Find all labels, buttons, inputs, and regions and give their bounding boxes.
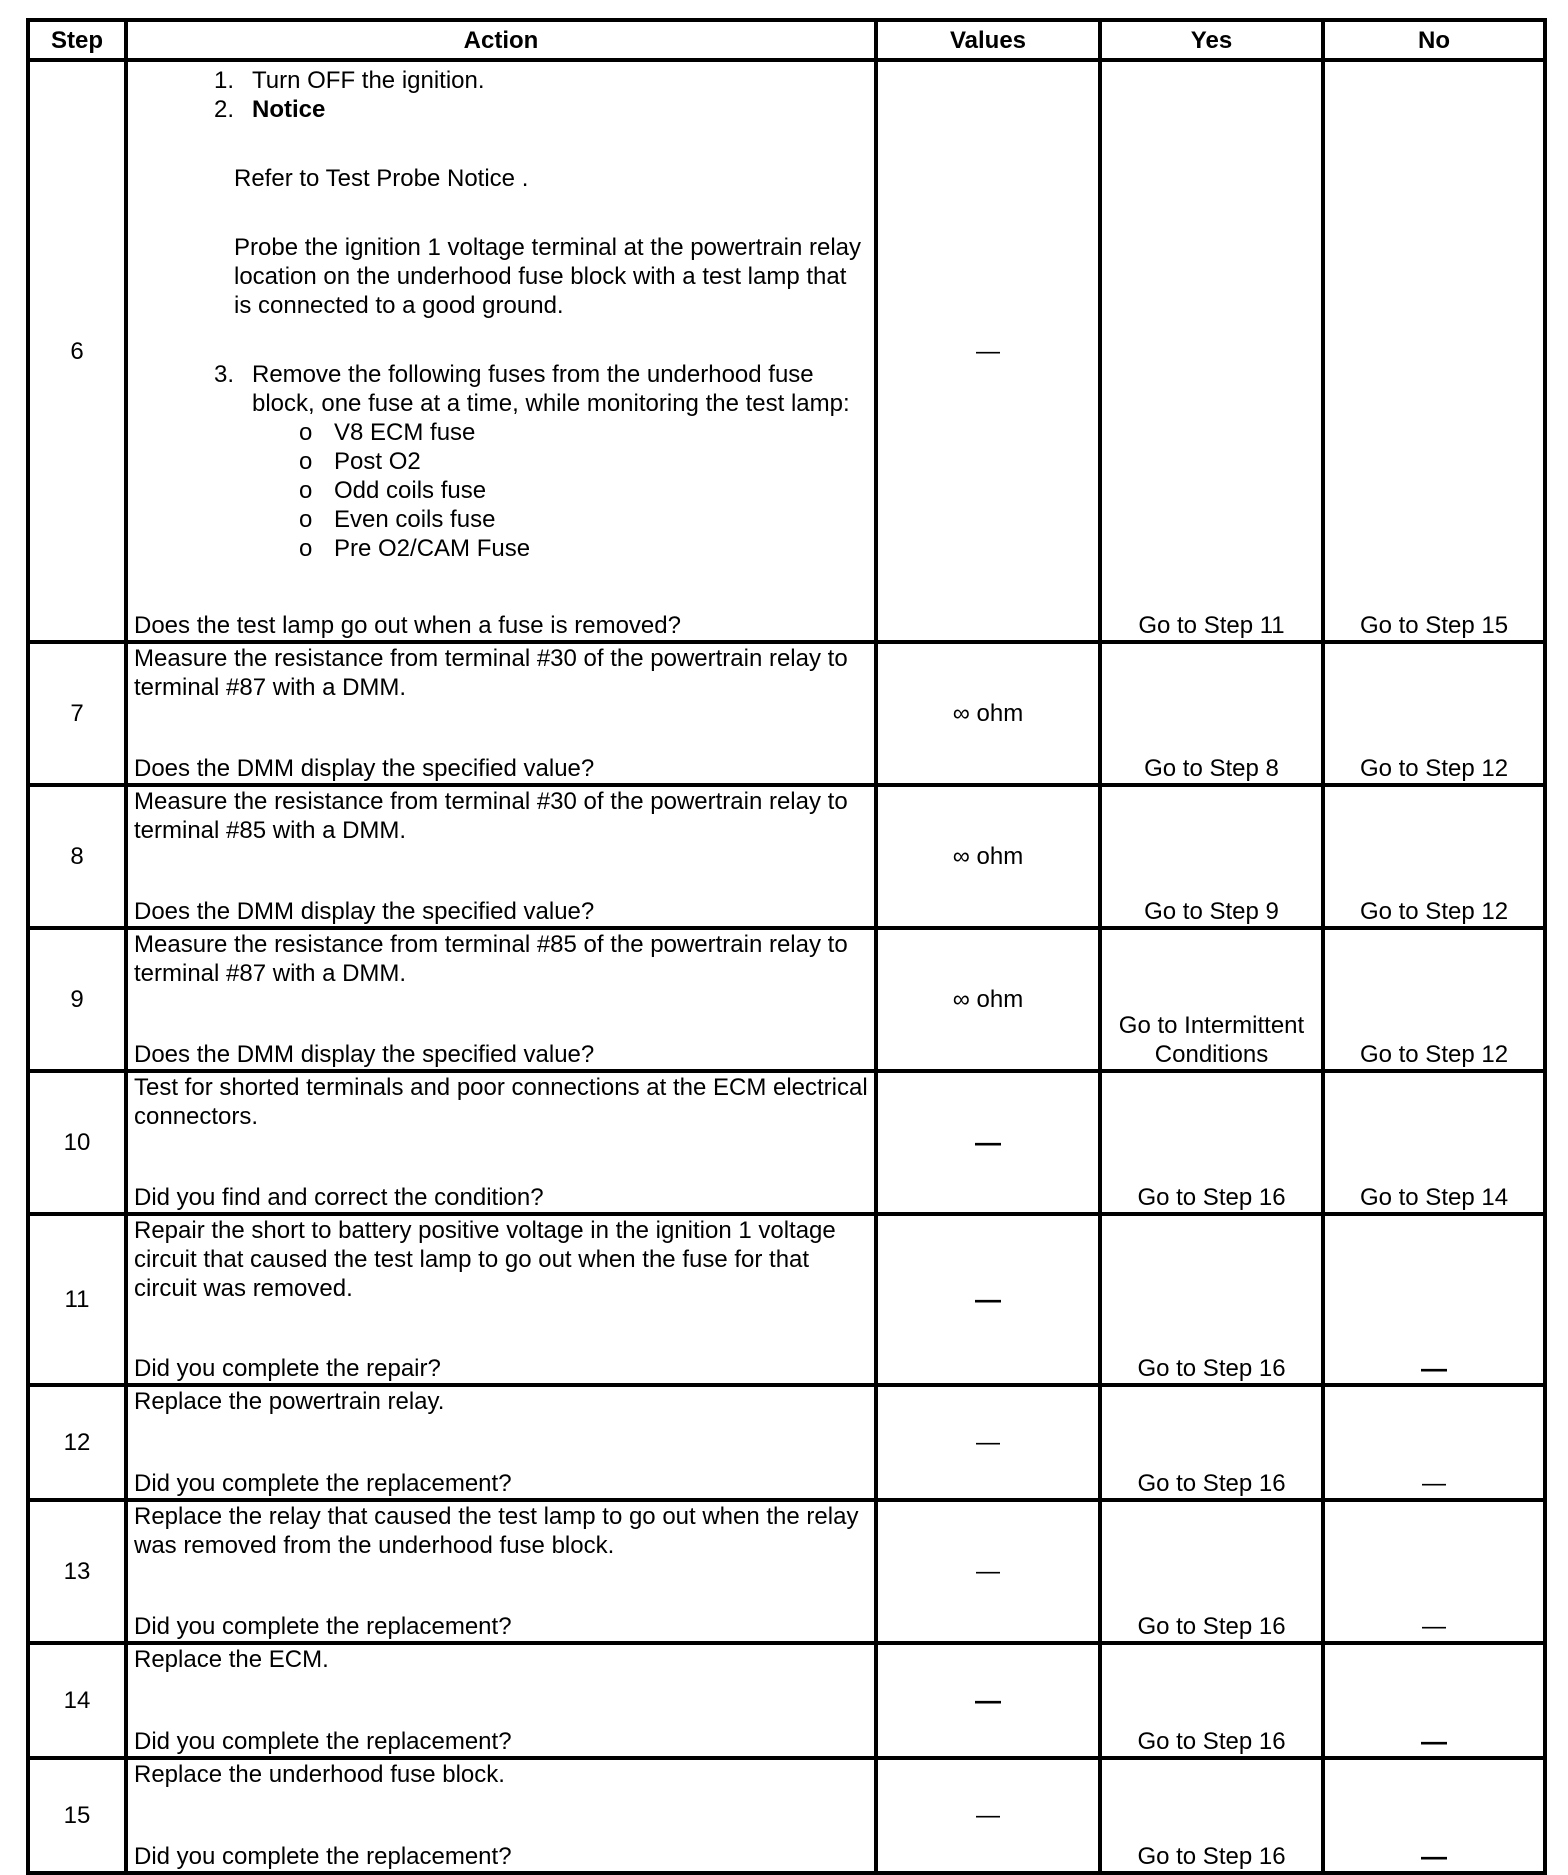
values-cell: — xyxy=(876,1500,1100,1643)
action-text: Replace the relay that caused the test lamp to go out when the relay was removed from the underhood fuse block. xyxy=(134,1503,859,1559)
no-link[interactable]: Go to Step 15 xyxy=(1323,60,1545,642)
no-link[interactable]: Go to Step 14 xyxy=(1323,1071,1545,1214)
yes-link[interactable]: Go to Step 11 xyxy=(1100,60,1323,642)
header-action: Action xyxy=(126,20,876,60)
no-link: — xyxy=(1323,1643,1545,1758)
values-cell: — xyxy=(876,60,1100,642)
action-cell xyxy=(126,785,876,928)
step-number: 7 xyxy=(28,642,126,785)
fuse-list xyxy=(134,418,868,563)
no-link: — xyxy=(1323,1385,1545,1500)
action-cell xyxy=(126,1500,876,1643)
action-text: Repair the short to battery positive voltage in the ignition 1 voltage circuit that caused the test lamp to go out when the fuse for that circuit was removed. xyxy=(134,1217,836,1302)
table-row xyxy=(28,1385,1545,1500)
table-row xyxy=(28,1071,1545,1214)
step-number: 13 xyxy=(28,1500,126,1643)
bullet-icon: o xyxy=(299,419,313,446)
probe-instruction: Probe the ignition 1 voltage terminal at the powertrain relay location on the underhood fuse block with a test lamp that is connected to a good ground. xyxy=(234,234,862,319)
action-text: Measure the resistance from terminal #30 of the powertrain relay to terminal #85 with a DMM. xyxy=(134,788,848,844)
list-item: 2. Notice xyxy=(134,95,868,124)
yes-link[interactable]: Go to Intermittent Conditions xyxy=(1100,928,1323,1071)
question: Did you complete the replacement? xyxy=(134,1728,512,1755)
yes-link[interactable]: Go to Step 16 xyxy=(1100,1758,1323,1873)
step-number: 11 xyxy=(28,1214,126,1385)
no-link: — xyxy=(1323,1500,1545,1643)
bullet-icon: o xyxy=(299,448,313,475)
question: Does the DMM display the specified value? xyxy=(134,1041,595,1068)
no-link[interactable]: Go to Step 12 xyxy=(1323,785,1545,928)
yes-link[interactable]: Go to Step 16 xyxy=(1100,1385,1323,1500)
bullet-icon: o xyxy=(299,477,313,504)
values-cell: ∞ ohm xyxy=(876,642,1100,785)
question: Did you complete the replacement? xyxy=(134,1613,512,1640)
question: Did you complete the replacement? xyxy=(134,1843,512,1870)
step-number: 14 xyxy=(28,1643,126,1758)
question: Did you complete the replacement? xyxy=(134,1470,512,1497)
action-cell xyxy=(126,1758,876,1873)
table-row xyxy=(28,1500,1545,1643)
no-link[interactable]: Go to Step 12 xyxy=(1323,928,1545,1071)
list-item: 3. Remove the following fuses from the underhood fuse block, one fuse at a time, while monitoring the test lamp: xyxy=(213,361,850,417)
table-row xyxy=(28,1643,1545,1758)
list-item: 1. Turn OFF the ignition. xyxy=(213,67,485,94)
list-item: o Odd coils fuse xyxy=(134,476,868,505)
header-yes: Yes xyxy=(1100,20,1323,60)
step-number: 8 xyxy=(28,785,126,928)
action-cell xyxy=(126,1071,876,1214)
numbered-list xyxy=(134,360,868,418)
table-row xyxy=(28,1758,1545,1873)
values-cell: ∞ ohm xyxy=(876,785,1100,928)
notice-label: Notice xyxy=(252,96,326,123)
header-no: No xyxy=(1323,20,1545,60)
notice-reference: Refer to Test Probe Notice . xyxy=(234,165,529,192)
table-row xyxy=(28,60,1545,642)
yes-link[interactable]: Go to Step 16 xyxy=(1100,1643,1323,1758)
question: Does the DMM display the specified value? xyxy=(134,898,595,925)
yes-link[interactable]: Go to Step 8 xyxy=(1100,642,1323,785)
diagnostic-table xyxy=(26,18,1547,1875)
action-cell xyxy=(126,928,876,1071)
step-number: 6 xyxy=(28,60,126,642)
bullet-icon: o xyxy=(299,506,313,533)
yes-link[interactable]: Go to Step 16 xyxy=(1100,1071,1323,1214)
no-link: — xyxy=(1323,1758,1545,1873)
action-cell xyxy=(126,1385,876,1500)
table-row xyxy=(28,1214,1545,1385)
yes-link[interactable]: Go to Step 9 xyxy=(1100,785,1323,928)
action-text: Measure the resistance from terminal #30 of the powertrain relay to terminal #87 with a DMM. xyxy=(134,645,848,701)
values-cell: — xyxy=(876,1385,1100,1500)
list-item: o Pre O2/CAM Fuse xyxy=(134,534,868,563)
question: Did you find and correct the condition? xyxy=(134,1184,544,1211)
action-text: Replace the ECM. xyxy=(134,1646,329,1673)
question: Did you complete the repair? xyxy=(134,1355,441,1382)
no-link: — xyxy=(1323,1214,1545,1385)
values-cell: — xyxy=(876,1643,1100,1758)
header-row xyxy=(28,20,1545,60)
action-cell xyxy=(126,1643,876,1758)
step-number: 12 xyxy=(28,1385,126,1500)
yes-link[interactable]: Go to Step 16 xyxy=(1100,1214,1323,1385)
values-cell: ∞ ohm xyxy=(876,928,1100,1071)
question: Does the DMM display the specified value? xyxy=(134,755,595,782)
step-number: 15 xyxy=(28,1758,126,1873)
numbered-list xyxy=(134,66,868,124)
action-text: Test for shorted terminals and poor connections at the ECM electrical connectors. xyxy=(134,1074,868,1130)
table-row xyxy=(28,785,1545,928)
values-cell: — xyxy=(876,1071,1100,1214)
step-number: 10 xyxy=(28,1071,126,1214)
question: Does the test lamp go out when a fuse is removed? xyxy=(134,612,681,639)
yes-link[interactable]: Go to Step 16 xyxy=(1100,1500,1323,1643)
action-cell xyxy=(126,1214,876,1385)
action-text: Replace the powertrain relay. xyxy=(134,1388,445,1415)
values-cell: — xyxy=(876,1758,1100,1873)
action-cell xyxy=(126,60,876,642)
action-text: Measure the resistance from terminal #85 of the powertrain relay to terminal #87 with a DMM. xyxy=(134,931,848,987)
list-item: o Post O2 xyxy=(134,447,868,476)
header-step: Step xyxy=(28,20,126,60)
table-row xyxy=(28,642,1545,785)
table-row xyxy=(28,928,1545,1071)
list-item: o V8 ECM fuse xyxy=(134,418,868,447)
bullet-icon: o xyxy=(299,535,313,562)
header-values: Values xyxy=(876,20,1100,60)
no-link[interactable]: Go to Step 12 xyxy=(1323,642,1545,785)
values-cell: — xyxy=(876,1214,1100,1385)
action-cell xyxy=(126,642,876,785)
action-text: Replace the underhood fuse block. xyxy=(134,1761,505,1788)
step-number: 9 xyxy=(28,928,126,1071)
list-item: o Even coils fuse xyxy=(134,505,868,534)
diagnostic-page xyxy=(26,18,1543,1875)
